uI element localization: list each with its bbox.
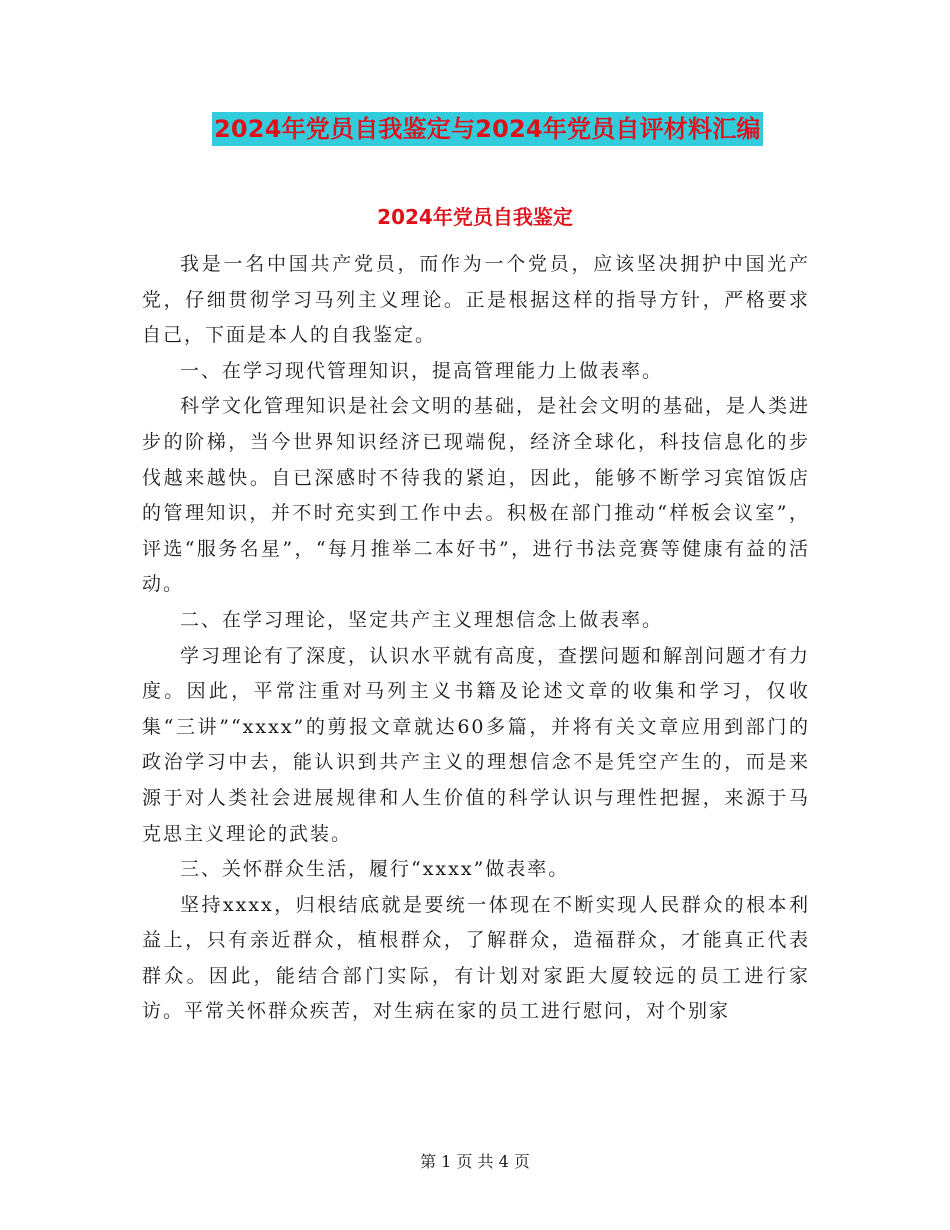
document-body: [142, 247, 810, 1030]
paragraph-2: 学习理论有了深度，认识水平就有高度，查摆问题和解剖问题才有力度。因此，平常注重对马列主义书籍及论述文章的收集和学习，仅收集“三讲”“xxxx”的剪报文章就达60多篇，并将有关文章应用到部门的政治学习中去，能认识到共产主义的理想信念不是凭空产生的，而是来源于对人类社会进展规律和人生价值的科学认识与理性把握，来源于马克思主义理论的武装。: [142, 644, 811, 845]
paragraph-heading-1: 一、在学习现代管理知识，提高管理能力上做表率。: [180, 359, 664, 382]
paragraph-heading-2: 二、在学习理论，坚定共产主义理想信念上做表率。: [180, 608, 664, 631]
page-number-footer: 第 1 页 共 4 页: [420, 1152, 530, 1171]
paragraph-intro: 我是一名中国共产党员，而作为一个党员，应该坚决拥护中国光产党，仔细贯彻学习马列主义理论。正是根据这样的指导方针，严格要求自己，下面是本人的自我鉴定。: [142, 253, 810, 347]
document-title: 2024年党员自我鉴定与2024年党员自评材料汇编: [212, 112, 763, 146]
paragraph-heading-3: 三、关怀群众生活，履行“xxxx”做表率。: [180, 858, 570, 881]
paragraph-1: 科学文化管理知识是社会文明的基础，是社会文明的基础，是人类进步的阶梯，当今世界知识经济已现端倪，经济全球化，科技信息化的步伐越来越快。自已深感时不待我的紧迫，因此，能够不断学习宾馆饭店的管理知识，并不时充实到工作中去。积极在部门推动“样板会议室”，评选“服务名星”，“每月推举二本好书”，进行书法竞赛等健康有益的活动。: [142, 395, 811, 596]
paragraph-3: 坚持xxxx，归根结底就是要统一体现在不断实现人民群众的根本利益上，只有亲近群众，植根群众，了解群众，造福群众，才能真正代表群众。因此，能结合部门实际，有计划对家距大厦较远的员工进行家访。平常关怀群众疾苦，对生病在家的员工进行慰问，对个别家: [142, 893, 810, 1023]
section-title: 2024年党员自我鉴定: [377, 205, 573, 229]
